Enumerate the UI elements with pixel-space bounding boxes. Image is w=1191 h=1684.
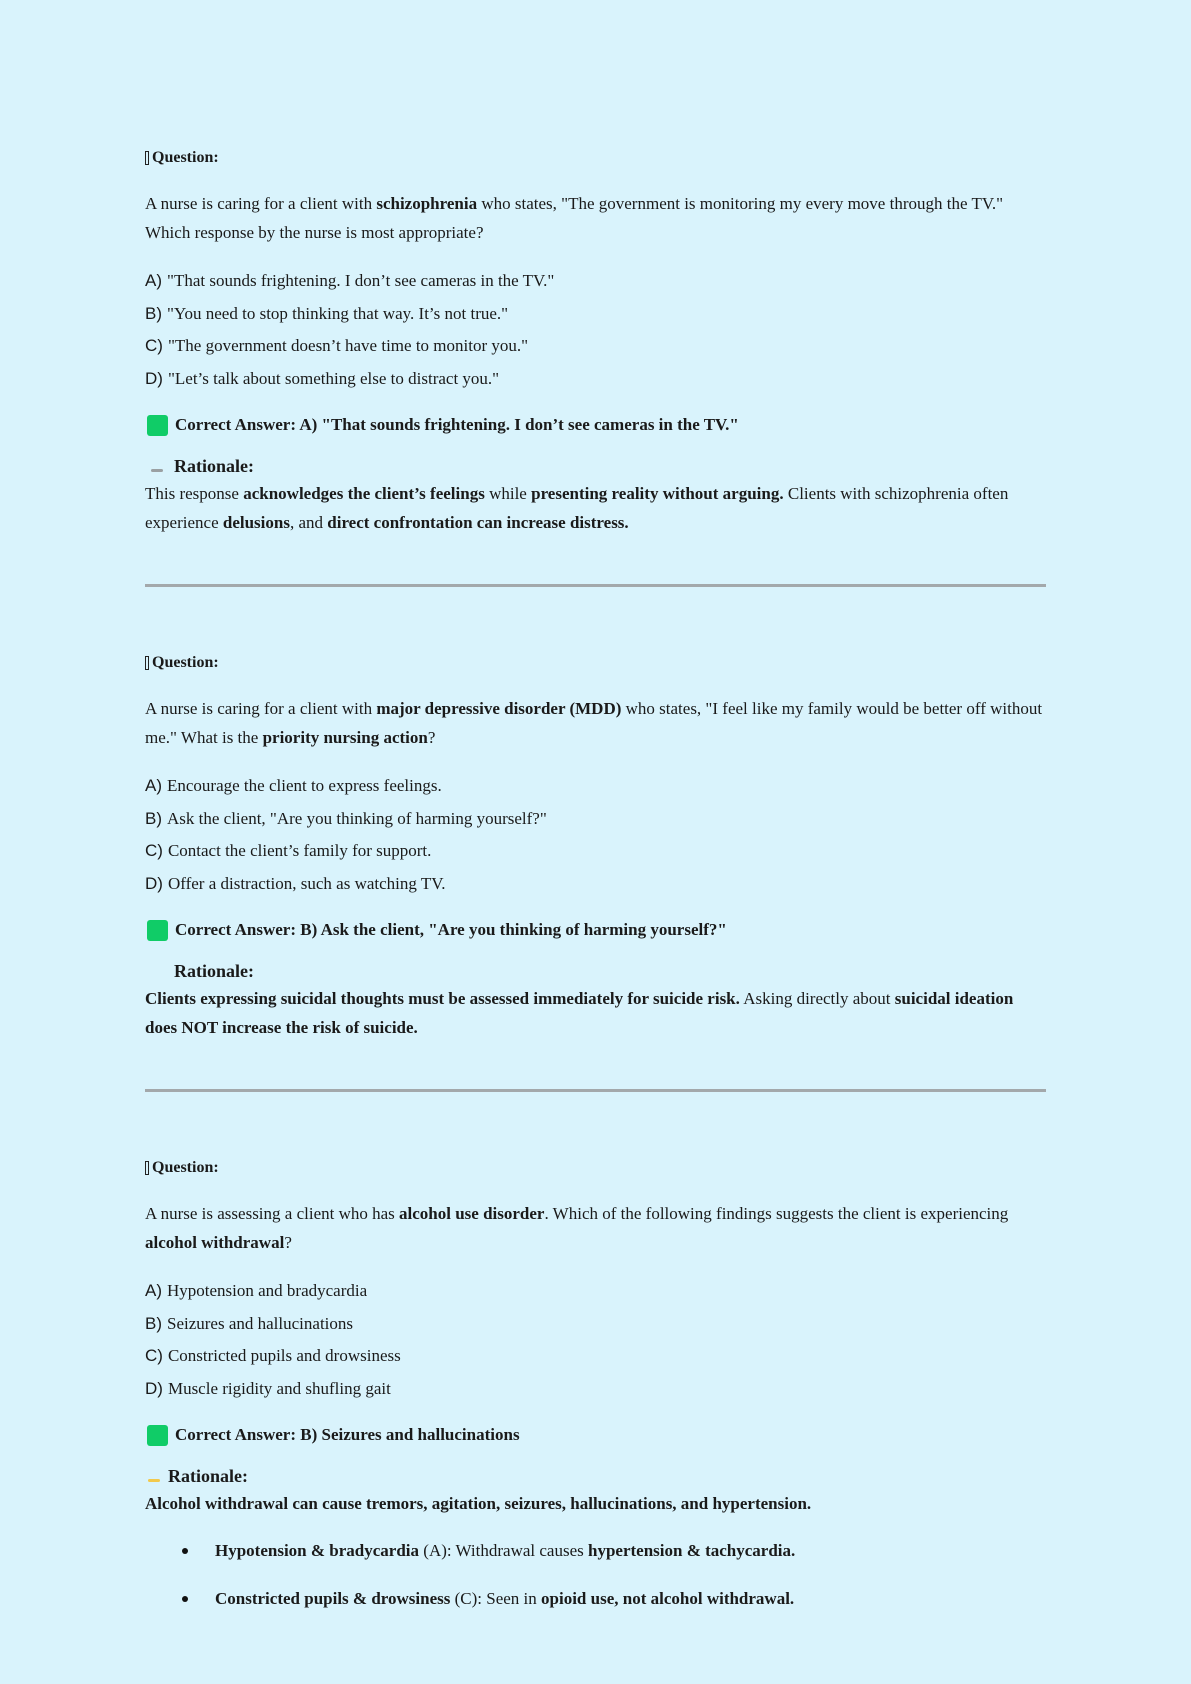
question-label-text: Question: — [152, 654, 219, 671]
option-text: Muscle rigidity and shufling gait — [167, 1378, 391, 1398]
bold-text-run: alcohol use disorder — [399, 1204, 545, 1223]
option-text: Offer a distraction, such as watching TV. — [167, 873, 446, 893]
question-text — [145, 1199, 1045, 1257]
option-b — [145, 1308, 1045, 1341]
rationale-text — [145, 984, 1045, 1042]
rationale-label: Rationale: — [174, 455, 254, 476]
bold-text-run: priority nursing action — [262, 728, 428, 747]
text-run: ? — [284, 1233, 292, 1252]
text-run: who states, "I feel like my family would be better off without me." What is the — [145, 699, 1043, 747]
text-run: , and — [289, 513, 328, 532]
option-b — [145, 803, 1045, 836]
option-letter: D) — [145, 1378, 163, 1398]
bold-text-run: Hypotension & bradycardia — [215, 1541, 420, 1560]
bold-text-run: Alcohol withdrawal can cause tremors, agitation, seizures, hallucinations, and hypertension. — [145, 1494, 812, 1513]
section-divider — [145, 584, 1046, 587]
text-run: while — [484, 484, 532, 503]
option-d — [145, 363, 1045, 396]
option-a — [145, 1275, 1045, 1308]
option-d — [145, 1373, 1045, 1406]
option-c — [145, 1340, 1045, 1373]
option-a — [145, 265, 1045, 298]
rationale-bullet-1 — [145, 1538, 1045, 1564]
option-d — [145, 868, 1045, 901]
option-text: "The government doesn’t have time to monitor you." — [167, 336, 529, 355]
option-text: Encourage the client to express feelings. — [167, 776, 442, 795]
rationale-heading — [145, 1463, 1045, 1489]
question-text — [145, 189, 1045, 247]
rationale-bullet-list — [145, 1538, 1045, 1612]
option-letter: A) — [145, 776, 162, 795]
bold-text-run: suicidal ideation does NOT increase the risk of suicide. — [145, 989, 1014, 1037]
question-text — [145, 694, 1045, 752]
rationale-text — [145, 1489, 1045, 1518]
options-list — [145, 770, 1045, 900]
rationale-heading — [145, 453, 1045, 479]
correct-answer — [145, 916, 1045, 944]
text-run: ? — [427, 728, 436, 747]
bold-text-run: direct confrontation can increase distress. — [327, 513, 629, 532]
missing-glyph-icon — [145, 656, 149, 670]
rationale-mark-icon — [151, 469, 163, 472]
bold-text-run: alcohol withdrawal — [145, 1233, 285, 1252]
bold-text-run: delusions — [222, 513, 290, 532]
option-text: Contact the client’s family for support. — [167, 841, 432, 860]
question-block-3 — [145, 1157, 1045, 1634]
text-run: A nurse is caring for a client with — [145, 194, 377, 213]
correct-answer-text: Correct Answer: B) Seizures and hallucinations — [175, 1425, 520, 1444]
bold-text-run: opioid use, not alcohol withdrawal. — [541, 1589, 795, 1608]
text-run: Asking directly about — [739, 989, 895, 1008]
check-mark-icon — [147, 920, 168, 941]
missing-glyph-icon — [145, 151, 149, 165]
missing-glyph-icon — [145, 1161, 149, 1175]
bold-text-run: schizophrenia — [376, 194, 478, 213]
option-text: "That sounds frightening. I don’t see cameras in the TV." — [167, 271, 555, 290]
option-text: "You need to stop thinking that way. It’s not true." — [167, 303, 509, 323]
option-b — [145, 298, 1045, 331]
option-letter: A) — [145, 1281, 162, 1300]
text-run: (C): Seen in — [450, 1589, 542, 1608]
question-block-2 — [145, 652, 1045, 1042]
rationale-bullet-2 — [145, 1586, 1045, 1612]
option-letter: A) — [145, 271, 162, 290]
text-run: A nurse is assessing a client who has — [145, 1204, 400, 1223]
correct-answer-text: Correct Answer: B) Ask the client, "Are you thinking of harming yourself?" — [175, 920, 727, 939]
text-run: Clients with schizophrenia often experience — [145, 484, 1009, 532]
option-text: Seizures and hallucinations — [167, 1313, 354, 1333]
correct-answer-text: Correct Answer: A) "That sounds frightening. I don’t see cameras in the TV." — [175, 415, 739, 434]
rationale-mark-icon — [151, 974, 163, 977]
rationale-mark-icon — [148, 1479, 160, 1482]
correct-answer — [145, 411, 1045, 439]
check-mark-icon — [147, 1425, 168, 1446]
rationale-text — [145, 479, 1045, 537]
option-c — [145, 835, 1045, 868]
rationale-label: Rationale: — [168, 1465, 248, 1486]
bold-text-run: presenting reality without arguing. — [531, 484, 784, 503]
bold-text-run: Clients expressing suicidal thoughts must be assessed immediately for suicide risk. — [145, 989, 740, 1008]
option-letter: C) — [145, 841, 163, 860]
bold-text-run: Constricted pupils & drowsiness — [215, 1589, 451, 1608]
option-text: Hypotension and bradycardia — [167, 1281, 368, 1300]
option-text: Constricted pupils and drowsiness — [167, 1346, 401, 1365]
text-run: This response — [145, 484, 244, 503]
section-divider — [145, 1089, 1046, 1092]
option-text: "Let’s talk about something else to distract you." — [167, 368, 500, 388]
text-run: (A): Withdrawal causes — [419, 1541, 588, 1560]
bold-text-run: major depressive disorder (MDD) — [376, 699, 622, 718]
bold-text-run: acknowledges the client’s feelings — [243, 484, 485, 503]
option-letter: D) — [145, 368, 163, 388]
question-label — [145, 147, 1045, 169]
text-run: who states, "The government is monitoring my every move through the TV." Which response by the nurse is most appropriate? — [145, 194, 1004, 242]
question-label — [145, 652, 1045, 674]
text-run: A nurse is caring for a client with — [145, 699, 377, 718]
question-label-text: Question: — [152, 1159, 219, 1176]
option-letter: B) — [145, 808, 162, 828]
option-letter: C) — [145, 1346, 163, 1365]
options-list — [145, 1275, 1045, 1405]
options-list — [145, 265, 1045, 395]
option-letter: B) — [145, 303, 162, 323]
correct-answer — [145, 1421, 1045, 1449]
option-letter: D) — [145, 873, 163, 893]
option-a — [145, 770, 1045, 803]
option-text: Ask the client, "Are you thinking of harming yourself?" — [167, 808, 547, 828]
text-run: . Which of the following findings suggests the client is experiencing — [544, 1204, 1009, 1223]
question-label-text: Question: — [152, 149, 219, 166]
rationale-label: Rationale: — [174, 960, 254, 981]
option-c — [145, 330, 1045, 363]
option-letter: C) — [145, 336, 163, 355]
question-block-1 — [145, 147, 1045, 537]
bold-text-run: hypertension & tachycardia. — [587, 1541, 796, 1560]
check-mark-icon — [147, 415, 168, 436]
option-letter: B) — [145, 1313, 162, 1333]
question-label — [145, 1157, 1045, 1179]
rationale-heading — [145, 958, 1045, 984]
